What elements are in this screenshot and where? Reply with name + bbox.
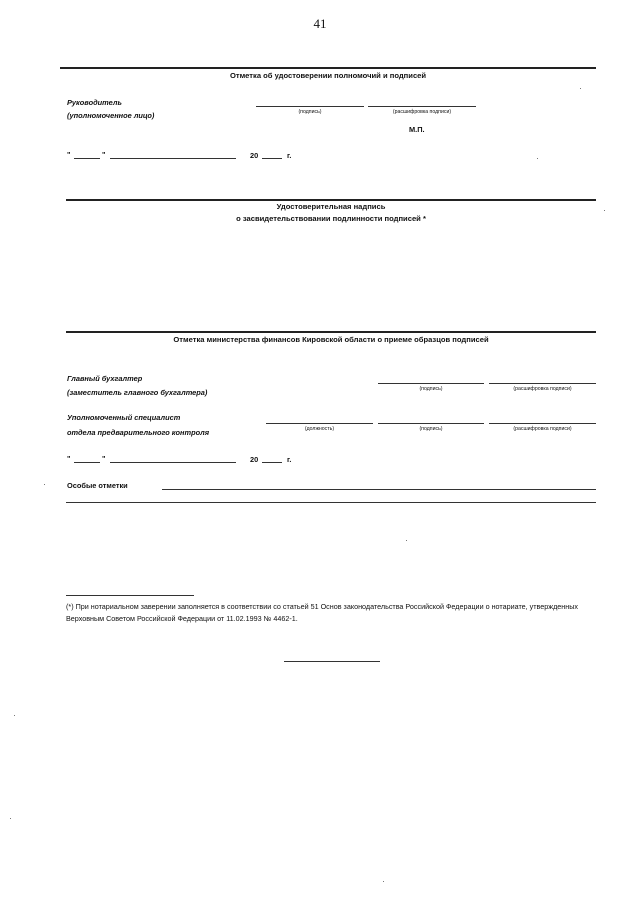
date-quote-open: " (67, 150, 71, 159)
section-divider (66, 199, 596, 201)
scan-speck (14, 715, 15, 716)
date-day-field[interactable] (74, 158, 100, 159)
date-year-prefix: 20 (250, 151, 259, 160)
caption-signature: (подпись) (298, 109, 322, 115)
chief-signature-field[interactable] (378, 383, 484, 384)
date-quote-open: " (67, 454, 71, 463)
scan-speck (406, 540, 407, 541)
date-year-field[interactable] (262, 462, 282, 463)
date-quote-close: " (102, 150, 106, 159)
section-bottom-divider (66, 502, 596, 503)
scan-speck (10, 818, 11, 819)
footnote-separator (66, 595, 194, 596)
date-year-suffix: г. (287, 455, 292, 464)
scan-speck (537, 158, 538, 159)
date-month-field[interactable] (110, 462, 236, 463)
end-divider (284, 661, 380, 662)
scan-speck (580, 88, 581, 89)
chief-decode-field[interactable] (489, 383, 596, 384)
head-decode-field[interactable] (368, 106, 476, 107)
caption-decode: (расшифровка подписи) (392, 109, 452, 115)
special-marks-label: Особые отметки (67, 481, 128, 490)
section-divider (66, 331, 596, 333)
section-title-certification: Удостоверительная надпись (276, 202, 386, 211)
specialist-decode-field[interactable] (489, 423, 596, 424)
special-marks-field[interactable] (162, 489, 596, 490)
specialist-signature-field[interactable] (378, 423, 484, 424)
chief-accountant-sublabel: (заместитель главного бухгалтера) (67, 388, 208, 397)
footnote-text: (*) При нотариальном заверении заполняется в соответствии со статьей 51 Основ законодательства Российской Федерации о нотариате, утвержденных Верховным Советом Российской Федерации от 11.02.1993 № 4462-1. (66, 602, 578, 623)
specialist-position-field[interactable] (266, 423, 373, 424)
date-month-field[interactable] (110, 158, 236, 159)
section-title-authority: Отметка об удостоверении полномочий и подписей (229, 71, 427, 80)
caption-decode: (расшифровка подписи) (513, 426, 572, 432)
caption-signature: (подпись) (419, 386, 443, 392)
section-title-ministry: Отметка министерства финансов Кировской области о приеме образцов подписей (173, 335, 489, 344)
scan-speck (44, 484, 45, 485)
date-day-field[interactable] (74, 462, 100, 463)
caption-decode: (расшифровка подписи) (513, 386, 572, 392)
date-quote-close: " (102, 454, 106, 463)
chief-accountant-label: Главный бухгалтер (67, 374, 143, 383)
head-signature-field[interactable] (256, 106, 364, 107)
head-sublabel: (уполномоченное лицо) (67, 111, 155, 120)
stamp-label: М.П. (409, 125, 425, 134)
date-year-suffix: г. (287, 151, 292, 160)
specialist-sublabel: отдела предварительного контроля (67, 428, 210, 437)
section-divider (60, 67, 596, 69)
section-subtitle-certification: о засвидетельствовании подлинности подписей * (236, 214, 426, 223)
date-year-field[interactable] (262, 158, 282, 159)
scan-speck (383, 881, 384, 882)
caption-signature: (подпись) (419, 426, 443, 432)
specialist-label: Уполномоченный специалист (67, 413, 181, 422)
head-label: Руководитель (67, 98, 122, 107)
date-year-prefix: 20 (250, 455, 259, 464)
page-number: 41 (313, 16, 327, 31)
caption-position: (должность) (304, 426, 335, 432)
scan-speck (604, 210, 605, 211)
